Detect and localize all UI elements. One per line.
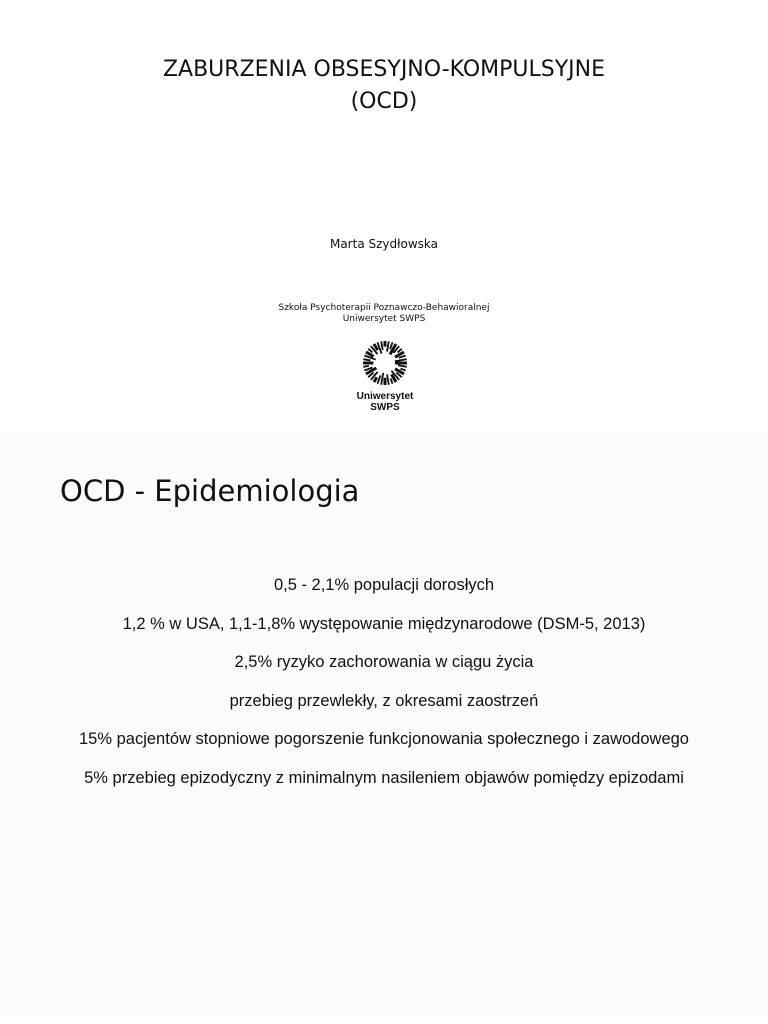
author-name: Marta Szydłowska bbox=[329, 237, 439, 251]
bullet-item: 1,2 % w USA, 1,1-1,8% występowanie międzynarodowe (DSM-5, 2013) bbox=[122, 614, 646, 633]
title-line-2: (OCD) bbox=[350, 89, 418, 114]
logo-ray bbox=[395, 359, 407, 361]
bullet-item: 0,5 - 2,1% populacji dorosłych bbox=[273, 576, 495, 594]
logo-ray bbox=[363, 359, 370, 360]
bullet-item: przebieg przewlekły, z okresami zaostrzeń bbox=[229, 691, 539, 710]
bullet-item: 2,5% ryzyko zachorowania w ciągu życia bbox=[234, 653, 534, 671]
epidemiology-slide bbox=[0, 432, 768, 1024]
school-line-2: Uniwersytet SWPS bbox=[342, 314, 426, 324]
logo-ray bbox=[400, 369, 405, 371]
logo-ray bbox=[381, 341, 383, 350]
title-slide bbox=[0, 0, 768, 432]
next-slide-edge bbox=[0, 1016, 768, 1024]
title-line-1: ZABURZENIA OBSESYJNO-KOMPULSYJNE bbox=[162, 57, 606, 82]
slide-heading: OCD - Epidemiologia bbox=[60, 474, 360, 508]
logo-text bbox=[350, 391, 420, 413]
bullet-item: 5% przebieg epizodyczny z minimalnym nasileniem objawów pomiędzy epizodami bbox=[84, 768, 684, 787]
logo-ray bbox=[363, 366, 369, 367]
bullet-item: 15% pacjentów stopniowe pogorszenie funkcjonowania społecznego i zawodowego bbox=[79, 730, 689, 748]
bullet-list bbox=[0, 570, 768, 801]
logo-ray bbox=[387, 341, 389, 351]
logo-ray bbox=[391, 378, 393, 383]
logo-text-line-2: SWPS bbox=[370, 402, 400, 413]
logo-ray bbox=[374, 377, 377, 382]
school-line-1: Szkoła Psychoterapii Poznawczo-Behawioralnej bbox=[278, 303, 490, 313]
logo-text-line-1: Uniwersytet bbox=[356, 391, 414, 402]
swps-circle-logo-icon bbox=[362, 340, 408, 386]
logo-ray bbox=[398, 365, 407, 367]
slide-title bbox=[0, 54, 768, 118]
logo-ray bbox=[387, 374, 389, 384]
logo-ray bbox=[381, 373, 383, 385]
school-name bbox=[0, 303, 768, 325]
university-logo bbox=[350, 340, 420, 430]
logo-ray bbox=[377, 375, 380, 383]
